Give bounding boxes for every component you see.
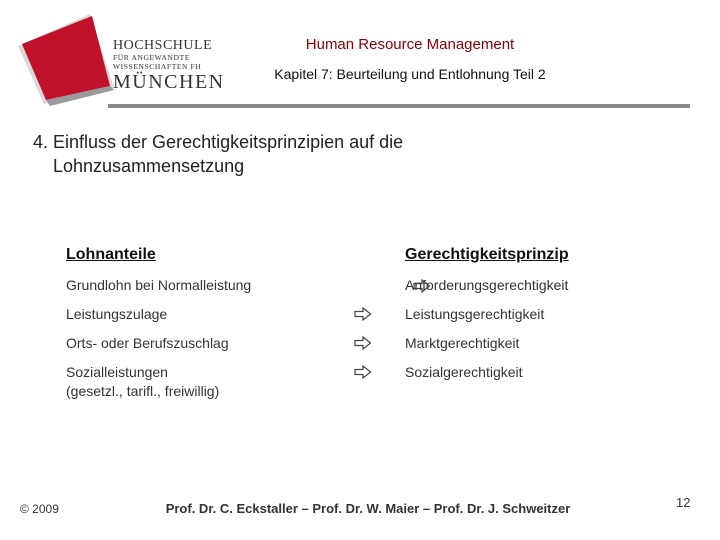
slide-title-line1: 4. Einfluss der Gerechtigkeitsprinzipien auf die	[33, 132, 404, 152]
page-number: 12	[676, 495, 691, 510]
course-title: Human Resource Management	[305, 36, 515, 53]
row-2-prinzip: Leistungsgerechtigkeit	[405, 306, 545, 322]
row-2-lohnanteil: Leistungszulage	[66, 306, 168, 322]
footer-authors: Prof. Dr. C. Eckstaller – Prof. Dr. W. Maier – Prof. Dr. J. Schweitzer	[165, 501, 571, 516]
row-4-lohnanteil	[66, 363, 219, 401]
slide-title-line2: Lohnzusammensetzung	[53, 156, 245, 176]
arrow-right-outline-icon	[354, 336, 372, 350]
row-4-lohnanteil-line2: (gesetzl., tarifl., freiwillig)	[66, 383, 220, 399]
row-1-lohnanteil: Grundlohn bei Normalleistung	[66, 277, 252, 293]
logo-mark-icon	[10, 8, 120, 108]
university-logo	[10, 8, 225, 108]
logo-line-angewandte: FÜR ANGEWANDTE	[113, 53, 190, 62]
header-divider	[108, 104, 690, 108]
copyright-notice: © 2009	[20, 502, 59, 516]
chapter-subtitle: Kapitel 7: Beurteilung und Entlohnung Teil 2	[274, 66, 546, 82]
logo-text	[113, 38, 225, 93]
row-4-prinzip: Sozialgerechtigkeit	[405, 364, 523, 380]
slide-title	[33, 130, 403, 178]
arrow-right-outline-icon	[354, 365, 372, 379]
row-1-prinzip: Anforderungsgerechtigkeit	[405, 277, 569, 293]
column-header-lohnanteile: Lohnanteile	[66, 246, 156, 263]
logo-line-wissenschaften: WISSENSCHAFTEN FH	[113, 62, 202, 71]
row-3-prinzip: Marktgerechtigkeit	[405, 335, 520, 351]
logo-line-muenchen: MÜNCHEN	[113, 71, 225, 93]
row-4-lohnanteil-line1: Sozialleistungen	[66, 364, 168, 380]
logo-line-hochschule: HOCHSCHULE	[113, 38, 213, 53]
arrow-right-outline-icon	[354, 307, 372, 321]
row-3-lohnanteil: Orts- oder Berufszuschlag	[66, 335, 229, 351]
column-header-gerechtigkeitsprinzip: Gerechtigkeitsprinzip	[405, 246, 569, 263]
